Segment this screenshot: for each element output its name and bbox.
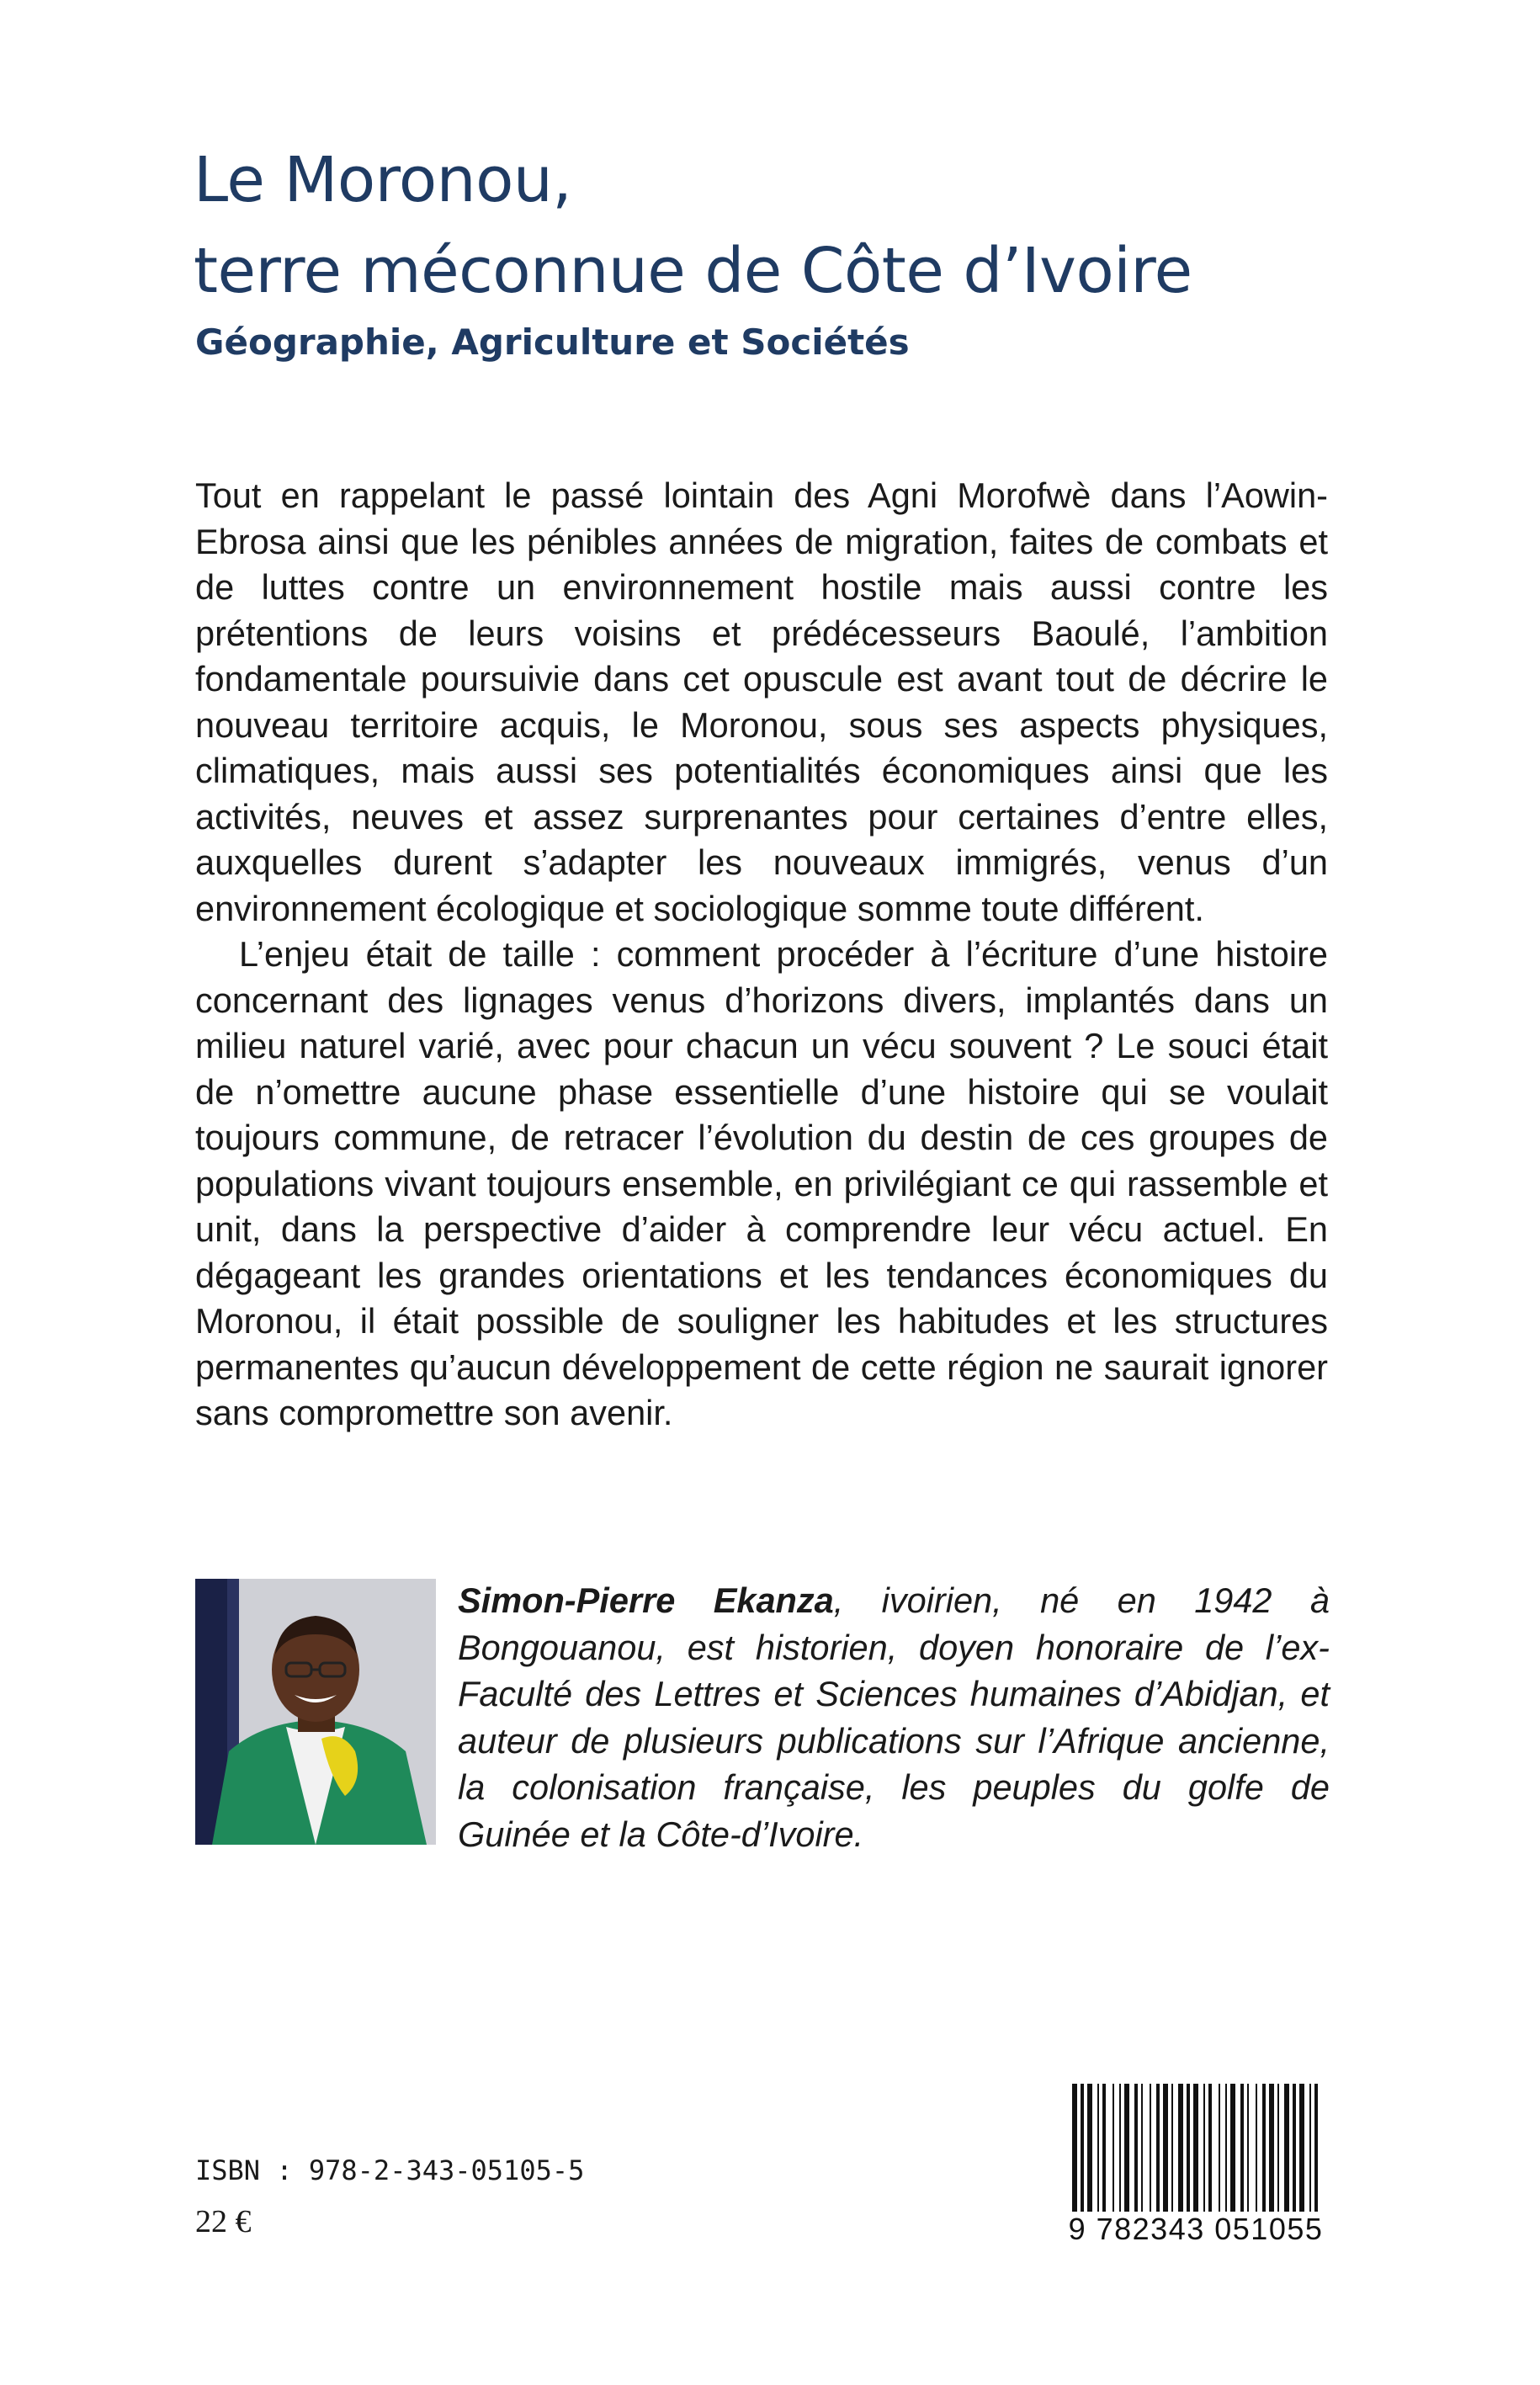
summary-paragraph-2: L’enjeu était de taille : comment procéder à l’écriture d’une histoire concernant des lignages venus d’horizons divers, implantés dans un milieu naturel varié, avec pour chacun un vécu souvent ? Le souci était de n’omettre aucune phase essentielle d’une histoire qui se voulait toujours commune, de retracer l’évolution du destin de ces groupes de populations vivant toujours ensemble, en privilégiant ce qui rassemble et unit, dans la perspective d’aider à comprendre leur vécu actuel. En dégageant les grandes orientations et les tendances économiques du Moronou, il était possible de souligner les habitudes et les structures permanentes qu’aucun développement de cette région ne saurait ignorer sans compromettre son avenir. (195, 934, 1328, 1432)
back-cover-summary (195, 473, 1328, 1437)
author-name: Simon-Pierre Ekanza (458, 1580, 834, 1620)
book-subtitle: Géographie, Agriculture et Sociétés (195, 321, 910, 363)
summary-paragraph-1: Tout en rappelant le passé lointain des Agni Morofwè dans l’Aowin-Ebrosa ainsi que les pénibles années de migration, faites de combats et de luttes contre un environnement hostile mais aussi contre les prétentions de leurs voisins et prédécesseurs Baoulé, l’ambition fondamentale poursuivie dans cet opuscule est avant tout de décrire le nouveau territoire acquis, le Moronou, sous ses aspects physiques, climatiques, mais aussi ses potentialités économiques ainsi que les activités, neuves et assez surprenantes pour certaines d’entre elles, auxquelles durent s’adapter les nouveaux immigrés, venus d’un environnement écologique et sociologique somme toute différent. (195, 475, 1328, 928)
title-line-2: terre méconnue de Côte d’Ivoire (194, 235, 1192, 307)
isbn-number: ISBN : 978-2-343-05105-5 (195, 2154, 585, 2186)
author-portrait-illustration (195, 1579, 436, 1845)
author-bio-text: , ivoirien, né en 1942 à Bongouanou, est historien, doyen honoraire de l’ex-Faculté des Lettres et Sciences humaines d’Abidjan, et auteur de plusieurs publications sur l’Afrique ancienne, la colonisation française, les peuples du golfe de Guinée et la Côte-d’Ivoire. (458, 1580, 1330, 1854)
author-photo (195, 1579, 436, 1845)
book-price: 22 € (195, 2204, 252, 2239)
book-title (194, 135, 1192, 316)
barcode-digits: 9 782343 051055 (1068, 2212, 1324, 2246)
title-line-1: Le Moronou, (194, 144, 572, 216)
author-biography (458, 1577, 1330, 1857)
